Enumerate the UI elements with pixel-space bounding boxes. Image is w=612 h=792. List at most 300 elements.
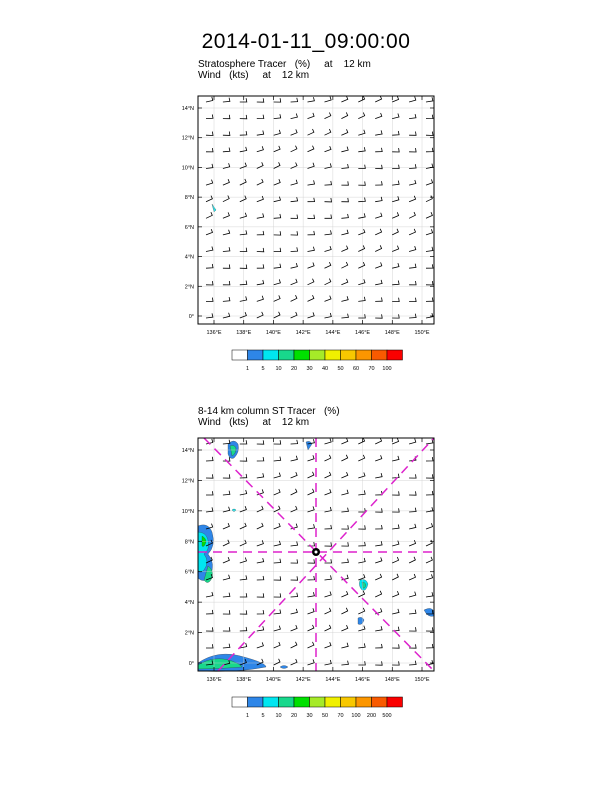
wind-barb <box>308 146 314 152</box>
wind-barb <box>375 96 381 102</box>
lon-tick-label: 146°E <box>355 330 371 336</box>
wind-barb <box>206 507 213 512</box>
wind-barb <box>358 279 365 285</box>
wind-barb <box>392 246 399 252</box>
wind-barb <box>426 212 432 218</box>
wind-barb <box>223 610 230 614</box>
wind-barb <box>341 608 347 614</box>
wind-barb <box>308 97 315 102</box>
wind-barb <box>223 281 230 285</box>
wind-barb <box>392 474 399 478</box>
wind-barb <box>291 295 297 301</box>
legend-swatch <box>341 697 357 707</box>
wind-barb <box>223 313 230 318</box>
wind-barb <box>341 112 347 118</box>
legend-label: 70 <box>337 713 344 719</box>
wind-barb <box>240 147 247 152</box>
wind-barb <box>240 98 247 102</box>
lon-tick-label: 140°E <box>265 330 281 336</box>
wind-barb <box>375 626 382 631</box>
legend-swatch <box>310 350 326 360</box>
wind-barb <box>291 456 298 461</box>
wind-barb <box>426 196 432 202</box>
wind-barb <box>240 523 246 529</box>
wind-barb <box>409 164 416 168</box>
wind-barb <box>426 557 432 563</box>
legend-swatch <box>263 350 279 360</box>
lon-tick-label: 146°E <box>355 677 371 683</box>
plume-north-small <box>306 441 312 450</box>
wind-barb <box>274 295 280 301</box>
legend-swatch <box>387 697 403 707</box>
wind-barb <box>341 472 347 478</box>
stratosphere-tracer-map <box>170 86 450 386</box>
wind-barb <box>257 98 264 102</box>
wind-barb <box>274 248 281 252</box>
wind-barb <box>409 474 416 478</box>
wind-barb <box>240 627 247 631</box>
wind-barb <box>392 165 399 169</box>
legend-label: 500 <box>382 713 392 719</box>
wind-barb <box>426 97 433 102</box>
wind-barb <box>375 314 382 318</box>
wind-barb <box>341 643 348 648</box>
wind-barb <box>341 591 347 597</box>
wind-barb <box>291 593 298 597</box>
lon-tick-label: 138°E <box>236 330 252 336</box>
wind-barb <box>341 542 348 546</box>
wind-barb <box>308 129 314 135</box>
wind-barb <box>358 297 365 302</box>
wind-barb <box>257 593 264 597</box>
wind-barb <box>223 132 230 136</box>
wind-barb <box>341 96 347 102</box>
wind-barb <box>426 179 433 185</box>
center-marker-dot <box>315 551 318 554</box>
wind-barb <box>358 525 365 529</box>
wind-barb <box>257 146 264 152</box>
wind-barb <box>358 455 364 461</box>
wind-barb <box>392 574 398 580</box>
wind-barb <box>291 489 297 495</box>
legend-swatch <box>325 697 341 707</box>
wind-barb <box>240 457 247 461</box>
wind-barb <box>257 248 264 252</box>
wind-barb <box>341 279 347 285</box>
lat-tick-label: 4°N <box>184 600 194 607</box>
wind-barb <box>291 247 298 251</box>
legend-label: 1 <box>245 713 250 719</box>
wind-barb <box>409 491 416 495</box>
wind-barb <box>341 455 347 461</box>
wind-barb <box>274 146 280 152</box>
legend-label: 30 <box>306 713 313 719</box>
wind-barb <box>291 231 298 235</box>
wind-barb <box>257 440 264 444</box>
legend-swatch <box>248 350 264 360</box>
wind-barb <box>409 180 416 185</box>
wind-barb <box>426 439 433 444</box>
wind-barb <box>274 98 281 102</box>
legend-label: 100 <box>351 713 361 719</box>
wind-barb <box>223 557 230 563</box>
legend-swatch <box>263 697 279 707</box>
wind-barb <box>426 627 433 631</box>
wind-barb <box>308 559 315 563</box>
wind-barb <box>409 540 416 546</box>
wind-barb <box>257 213 264 218</box>
lon-tick-label: 144°E <box>325 330 341 336</box>
wind-barb <box>206 180 213 186</box>
wind-barb <box>426 132 433 136</box>
wind-barb <box>325 129 331 135</box>
wind-barb <box>426 281 433 285</box>
wind-barb <box>291 472 298 478</box>
wind-barb <box>426 474 433 478</box>
wind-barb <box>325 296 332 302</box>
wind-barb <box>274 214 281 218</box>
wind-barb <box>206 313 213 318</box>
wind-barb <box>291 263 298 268</box>
wind-barb <box>257 610 264 614</box>
wind-barb <box>325 592 332 598</box>
wind-barb <box>426 115 433 119</box>
lon-tick-label: 142°E <box>295 677 311 683</box>
axis-ticks <box>198 96 434 324</box>
wind-barb <box>375 229 381 235</box>
wind-barb <box>375 113 382 119</box>
legend-label: 70 <box>368 366 375 372</box>
wind-barb <box>358 508 365 512</box>
wind-barb <box>274 626 281 631</box>
lon-tick-label: 150°E <box>414 330 430 336</box>
wind-barb <box>240 230 247 235</box>
lat-tick-label: 14°N <box>181 448 194 454</box>
lat-tick-label: 6°N <box>184 569 194 576</box>
wind-barb <box>223 440 230 444</box>
wind-barb <box>274 264 281 269</box>
legend-swatch <box>279 697 295 707</box>
wind-barb <box>375 280 382 285</box>
legend-swatch <box>232 350 248 360</box>
wind-barb <box>291 129 298 135</box>
wind-barb <box>409 524 416 529</box>
wind-barb <box>223 627 230 631</box>
wind-barb <box>308 592 315 597</box>
wind-barb <box>325 279 331 285</box>
wind-barb <box>392 212 398 218</box>
wind-barb <box>375 661 382 665</box>
wind-barb <box>358 591 364 597</box>
wind-barb <box>206 627 213 631</box>
wind-barb <box>409 229 415 235</box>
wind-barb <box>409 592 416 597</box>
lat-tick-label: 2°N <box>184 630 194 637</box>
legend-swatch <box>325 350 341 360</box>
wind-barb <box>409 212 415 218</box>
wind-barb <box>392 438 398 444</box>
wind-barb <box>375 455 382 461</box>
wind-barb <box>240 281 247 285</box>
legend-label: 20 <box>290 366 298 372</box>
wind-barb <box>274 541 281 546</box>
legend-swatch <box>356 350 372 360</box>
wind-barb <box>240 506 247 512</box>
wind-barb <box>223 575 230 580</box>
wind-barb <box>274 457 281 461</box>
wind-barb <box>240 296 247 301</box>
wind-barb <box>358 96 364 102</box>
wind-barb <box>223 212 230 218</box>
lon-tick-label: 138°E <box>236 677 252 683</box>
wind-barb <box>409 97 416 102</box>
wind-barb <box>257 576 264 580</box>
wind-barb <box>325 262 331 268</box>
wind-barb <box>392 591 399 597</box>
wind-barb <box>375 508 382 512</box>
wind-barb <box>206 196 212 202</box>
wind-barb <box>358 181 365 185</box>
wind-barb <box>257 642 264 648</box>
wind-barb <box>223 644 230 648</box>
wind-barb <box>325 146 332 152</box>
wind-barb <box>392 229 398 235</box>
wind-barb <box>240 610 247 614</box>
wind-barb <box>240 593 247 597</box>
wind-barb <box>240 179 246 185</box>
wind-barb <box>274 642 280 648</box>
wind-barb <box>409 557 415 563</box>
wind-barb <box>274 489 280 495</box>
wind-barb <box>426 297 433 301</box>
wind-barb <box>426 644 433 648</box>
legend-label: 10 <box>275 713 282 719</box>
wind-barb <box>341 438 347 444</box>
wind-barb <box>240 248 247 252</box>
wind-barb <box>308 489 314 495</box>
wind-barb <box>426 457 433 461</box>
wind-barb <box>375 574 381 580</box>
wind-barb <box>257 280 264 285</box>
wind-barb <box>358 626 365 631</box>
lon-tick-label: 140°E <box>265 677 281 683</box>
lat-tick-label: 8°N <box>184 195 194 202</box>
wind-barb <box>358 113 364 119</box>
lon-tick-label: 142°E <box>295 330 311 336</box>
wind-barb <box>409 508 416 512</box>
wind-barb <box>409 298 416 302</box>
wind-barb <box>291 659 297 665</box>
wind-barb <box>426 574 433 580</box>
wind-barb <box>392 298 399 302</box>
wind-barb <box>206 164 213 169</box>
wind-barb <box>325 97 332 102</box>
legend-label: 200 <box>366 713 377 719</box>
lon-tick-label: 144°E <box>325 677 341 683</box>
wind-barb <box>223 474 230 478</box>
wind-barb <box>358 558 365 563</box>
wind-barb <box>409 246 416 251</box>
lat-tick-label: 6°N <box>184 224 194 231</box>
wind-barb <box>426 229 433 235</box>
legend-swatch <box>294 350 310 360</box>
wind-barb <box>341 214 348 218</box>
wind-barb <box>291 559 298 563</box>
wind-barb <box>341 181 348 185</box>
legend-label: 1 <box>245 366 250 372</box>
color-legend <box>232 697 403 719</box>
wind-barb <box>257 506 263 512</box>
wind-barb <box>257 312 263 318</box>
lon-tick-label: 136°E <box>206 677 222 683</box>
wind-barb <box>308 608 315 614</box>
legend-swatch <box>310 697 326 707</box>
wind-barb <box>409 264 416 269</box>
wind-barb <box>392 456 399 461</box>
legend-swatch <box>372 697 388 707</box>
wind-barb <box>240 312 247 318</box>
wind-barb <box>206 264 213 268</box>
wind-barb <box>291 98 298 102</box>
wind-barb <box>206 229 213 235</box>
lon-tick-label: 150°E <box>414 677 430 683</box>
wind-barb <box>274 130 281 135</box>
wind-barb <box>274 114 281 118</box>
wind-barb <box>341 246 347 252</box>
wind-barb <box>392 491 399 495</box>
column-tracer-map <box>170 428 450 732</box>
wind-barb <box>341 262 347 268</box>
legend-label: 5 <box>261 713 265 719</box>
wind-barb <box>291 642 297 648</box>
wind-barb <box>291 279 298 285</box>
wind-barb <box>257 131 264 136</box>
wind-barb <box>223 593 230 597</box>
wind-barb <box>206 97 213 102</box>
legend-swatch <box>387 350 403 360</box>
legend-swatch <box>294 697 310 707</box>
wind-barb <box>325 246 332 251</box>
diagonal-cross-line-ne <box>218 438 434 671</box>
wind-barb <box>206 298 213 302</box>
wind-barb <box>274 179 281 185</box>
wind-barb <box>358 574 365 580</box>
wind-barb <box>426 264 433 268</box>
wind-barb <box>358 147 365 152</box>
wind-barb <box>375 473 382 478</box>
wind-barb <box>392 627 399 631</box>
wind-barb <box>325 439 332 444</box>
legend-swatch <box>248 697 264 707</box>
wind-barb <box>240 115 247 119</box>
wind-barb <box>325 575 332 580</box>
wind-barb <box>274 659 280 665</box>
wind-barb <box>257 558 264 563</box>
wind-barb <box>223 230 230 235</box>
wind-barb <box>274 593 281 597</box>
wind-barb <box>375 541 382 546</box>
wind-barb <box>325 625 331 631</box>
wind-barb <box>223 264 230 268</box>
wind-barb <box>308 231 315 235</box>
wind-barb <box>206 212 212 218</box>
wind-barb <box>409 439 416 444</box>
wind-barb <box>206 281 213 285</box>
wind-barb <box>291 180 298 185</box>
wind-barb <box>223 115 230 119</box>
wind-barb <box>409 574 415 580</box>
wind-barb <box>240 265 247 269</box>
wind-barb <box>308 180 315 185</box>
wind-barb <box>240 131 247 135</box>
wind-barb <box>223 540 229 546</box>
lat-tick-label: 12°N <box>181 135 194 142</box>
legend-label: 50 <box>337 366 344 372</box>
wind-barb <box>223 507 230 512</box>
panel-2-title-line2: Wind (kts) at 12 km <box>198 417 310 428</box>
legend-swatch <box>372 350 388 360</box>
wind-barb <box>409 132 416 136</box>
wind-barb <box>325 113 331 119</box>
wind-barb <box>308 215 315 219</box>
wind-barb <box>291 215 298 219</box>
wind-barb <box>426 592 433 597</box>
wind-barb <box>325 507 332 512</box>
legend-swatch <box>232 697 248 707</box>
wind-barb <box>426 491 433 495</box>
lat-tick-label: 10°N <box>181 508 194 515</box>
lat-tick-label: 8°N <box>184 539 194 546</box>
wind-barb <box>223 98 230 102</box>
wind-barb <box>341 508 348 512</box>
wind-barb <box>409 610 416 614</box>
wind-barb <box>308 524 315 529</box>
wind-barb <box>426 507 433 512</box>
wind-barb <box>358 542 365 546</box>
wind-barb <box>341 198 348 202</box>
wind-barb <box>341 490 348 495</box>
wind-barb <box>341 559 348 563</box>
wind-barb <box>426 313 433 318</box>
wind-barbs <box>206 96 433 318</box>
wind-barb <box>358 608 364 614</box>
wind-barb <box>375 245 381 251</box>
legend-swatch <box>341 350 357 360</box>
wind-barb <box>257 473 264 478</box>
wind-barb <box>308 295 314 301</box>
wind-barb <box>392 314 399 318</box>
wind-barb <box>358 229 365 235</box>
wind-barb <box>206 474 213 478</box>
wind-barb <box>325 455 331 461</box>
wind-barb <box>375 525 382 529</box>
wind-barb <box>274 197 281 202</box>
wind-barb <box>223 297 230 301</box>
wind-barb <box>325 181 332 185</box>
wind-barb <box>392 609 399 614</box>
legend-label: 50 <box>321 713 329 719</box>
wind-barb <box>291 542 298 547</box>
wind-barb <box>274 523 281 529</box>
lat-tick-label: 0° <box>188 661 194 667</box>
wind-barb <box>409 196 416 202</box>
wind-barb <box>392 525 399 530</box>
wind-barb <box>291 440 298 444</box>
wind-barb <box>206 644 213 648</box>
wind-barb <box>392 131 399 135</box>
wind-barb <box>392 114 399 119</box>
wind-barb <box>291 146 297 152</box>
